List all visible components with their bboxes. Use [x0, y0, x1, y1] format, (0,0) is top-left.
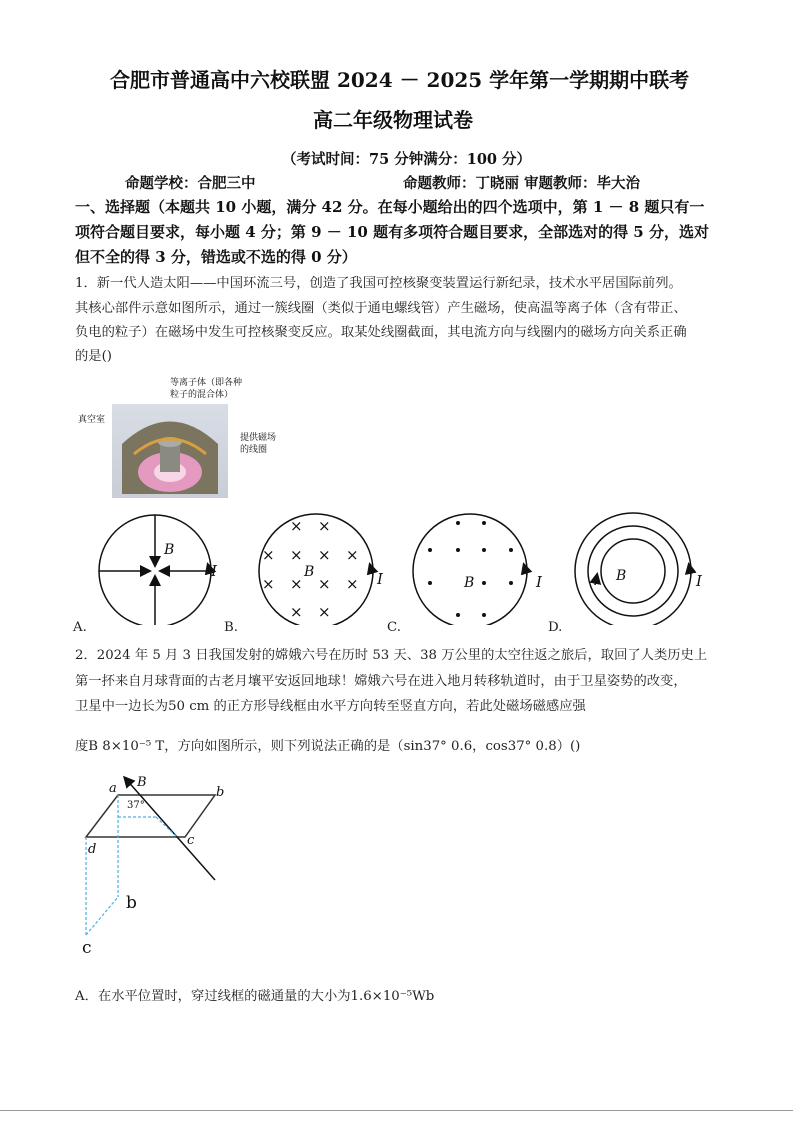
- svg-text:×: ×: [290, 546, 303, 564]
- point-a: a: [109, 781, 117, 796]
- svg-text:×: ×: [262, 575, 275, 593]
- diagram-a: [99, 515, 211, 625]
- svg-text:×: ×: [318, 575, 331, 593]
- section-line: 一、选择题（本题共 10 小题，满分 42 分。在每小题给出的四个选项中，第 1 － 8 题只有一: [75, 198, 705, 216]
- label-i-b: I: [377, 570, 383, 588]
- section-line: 项符合题目要求，每小题 4 分；第 9 － 10 题有多项符合题目要求，全部选对的得 5 分，选对: [75, 223, 709, 241]
- q1-line: 的是(): [75, 349, 112, 364]
- tokamak-image: [112, 404, 228, 498]
- option-a[interactable]: A.: [73, 620, 87, 635]
- q1-line: 1．新一代人造太阳——中国环流三号，创造了我国可控核聚变装置运行新纪录，技术水平居国际前列。: [75, 276, 682, 291]
- label-i-c: I: [536, 573, 542, 591]
- page-divider: [0, 1110, 793, 1111]
- point-c: c: [187, 833, 195, 848]
- q1-option-diagrams: [0, 505, 793, 625]
- label-field-b: B: [137, 775, 147, 790]
- exam-subtitle: 高二年级物理试卷: [313, 108, 473, 132]
- label-coil-2: 的线圈: [240, 445, 268, 455]
- diagram-d: [575, 513, 691, 625]
- rotated-point-b: b: [126, 893, 137, 913]
- rotated-point-c: c: [82, 938, 92, 958]
- svg-text:×: ×: [290, 517, 303, 535]
- svg-text:×: ×: [290, 575, 303, 593]
- label-b-d: B: [616, 568, 627, 584]
- label-b-a: B: [164, 542, 175, 558]
- q2-option-a[interactable]: A．在水平位置时，穿过线框的磁通量的大小为1.6×10⁻⁵Wb: [75, 989, 435, 1004]
- point-d: d: [88, 842, 97, 857]
- label-i-a: I: [211, 562, 217, 580]
- svg-text:×: ×: [290, 603, 303, 621]
- svg-text:×: ×: [318, 517, 331, 535]
- label-b-b: B: [304, 564, 315, 580]
- section-line: 但不全的得 3 分，错选或不选的得 0 分）: [75, 248, 357, 266]
- q2-line: 度B 8×10⁻⁵ T，方向如图所示，则下列说法正确的是（sin37° 0.6，cos37° 0.8）(): [75, 739, 581, 754]
- svg-text:×: ×: [346, 575, 359, 593]
- option-b[interactable]: B.: [224, 620, 238, 635]
- diagram-b: [259, 514, 373, 625]
- teachers: 命题教师：丁晓丽 审题教师：毕大治: [403, 175, 641, 192]
- svg-text:×: ×: [318, 546, 331, 564]
- angle-label: 37°: [127, 800, 145, 811]
- svg-text:×: ×: [262, 546, 275, 564]
- label-plasma: 等离子体（即各种: [170, 378, 243, 388]
- label-vacuum: 真空室: [78, 415, 106, 425]
- svg-text:×: ×: [318, 603, 331, 621]
- q2-line: 卫星中一边长为50 cm 的正方形导线框由水平方向转至竖直方向，若此处磁场磁感应强: [75, 699, 586, 714]
- q1-line: 负电的粒子）在磁场中发生可控核聚变反应。取某处线圈截面，其电流方向与线圈内的磁场方向关系正确: [75, 325, 687, 340]
- svg-text:×: ×: [346, 546, 359, 564]
- option-d[interactable]: D.: [548, 620, 563, 635]
- label-i-d: I: [696, 572, 702, 590]
- diagram-c: [413, 514, 527, 625]
- point-b: b: [216, 785, 225, 800]
- exam-info: （考试时间：75 分钟满分：100 分）: [282, 151, 532, 168]
- option-c[interactable]: C.: [387, 620, 401, 635]
- label-coil: 提供磁场: [240, 433, 277, 443]
- label-b-c: B: [464, 575, 475, 591]
- label-plasma-2: 粒子的混合体）: [170, 390, 234, 400]
- q2-line: 第一抔来自月球背面的古老月壤平安返回地球！嫦娥六号在进入地月转移轨道时，由于卫星姿势的改变，: [75, 674, 687, 689]
- school: 命题学校：合肥三中: [125, 175, 256, 192]
- q2-line: 2．2024 年 5 月 3 日我国发射的嫦娥六号在历时 53 天、38 万公里的太空往返之旅后，取回了人类历史上: [75, 648, 708, 663]
- q1-line: 其核心部件示意如图所示，通过一簇线圈（类似于通电螺线管）产生磁场，使高温等离子体（含有带正、: [75, 301, 687, 316]
- exam-title: 合肥市普通高中六校联盟 2024 － 2025 学年第一学期期中联考: [110, 68, 690, 92]
- diagram-c-dots: [428, 521, 513, 617]
